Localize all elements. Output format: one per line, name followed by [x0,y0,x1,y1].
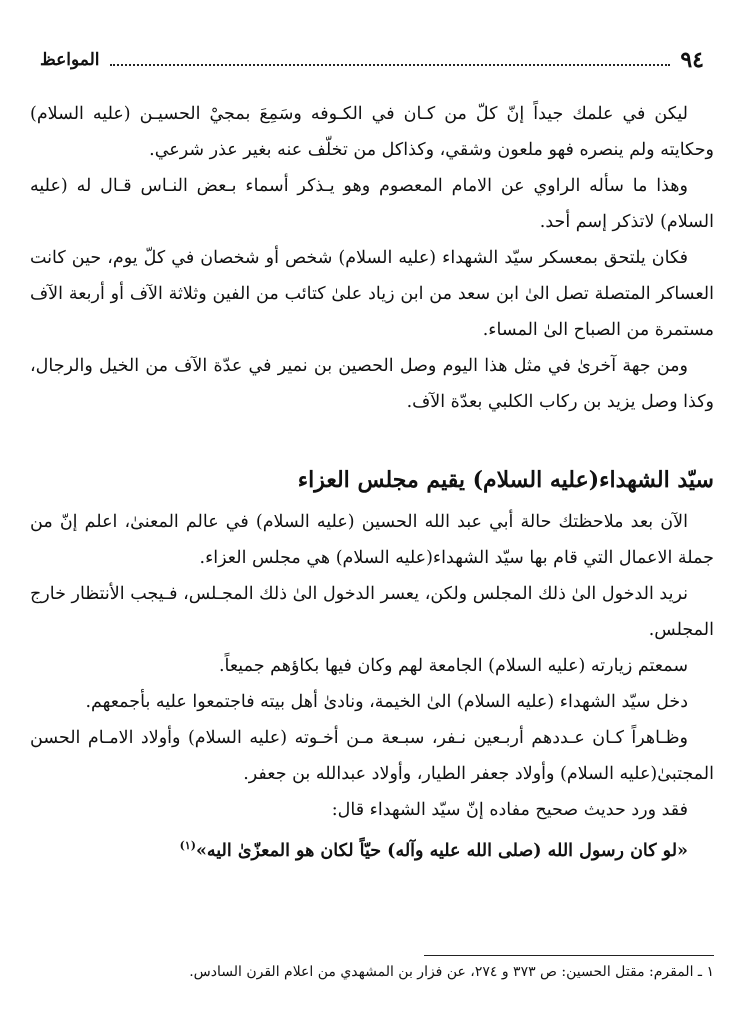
page-header [40,40,704,80]
section-heading: سيّد الشهداء(عليه السلام) يقيم مجلس العزاء [297,467,714,493]
paragraph: سمعتم زيارته (عليه السلام) الجامعة لهم وكان فيها بكاؤهم جميعاً. [218,656,688,676]
paragraph: الآن بعد ملاحظتك حالة أبي عبد الله الحسين (عليه السلام) في عالم المعنىٰ، اعلم إنّ من جملة الاعمال التي قام بها سيّد الشهداء(عليه السلام) هي مجلس العزاء. [30,512,714,568]
paragraph: فقد ورد حديث صحيح مفاده إنّ سيّد الشهداء قال: [331,800,688,820]
paragraph: وظـاهراً كـان عـددهم أربـعين نـفر، سبـعة مـن أخـوته (عليه السلام) وأولاد الامـام الحسن المجتبىٰ(عليه السلام) وأولاد جعفر الطيار، وأولاد عبدالله بن جعفر. [30,728,714,784]
footnote-block [30,955,714,982]
paragraph: نريد الدخول الىٰ ذلك المجلس ولكن، يعسر الدخول الىٰ ذلك المجـلس، فـيجب الأنتظار خارج المجلس. [30,584,714,640]
footnote-rule [424,955,714,956]
quote-text: «لو كان رسول الله (صلى الله عليه وآله) حيّاً لكان هو المعزّىٰ اليه» [195,840,688,861]
header-dot-leader [110,54,671,66]
running-title: المواعظ [40,50,100,70]
paragraph: فكان يلتحق بمعسكر سيّد الشهداء (عليه السلام) شخص أو شخصان في كلّ يوم، حين كانت العساكر المتصلة تصل الىٰ ابن سعد من ابن زياد علىٰ كتائب من الفين وثلاثة الآف أو أربعة الآف مستمرة من الصباح الىٰ المساء. [30,248,714,340]
section-spacer [30,420,714,460]
paragraph: ومن جهة آخرىٰ في مثل هذا اليوم وصل الحصين بن نمير في عدّة الآف من الخيل والرجال، وكذا وصل يزيد بن ركاب الكلبي بعدّة الآف. [30,356,714,412]
paragraph: دخل سيّد الشهداء (عليه السلام) الىٰ الخيمة، ونادىٰ أهل بيته فاجتمعوا عليه بأجمعهم. [85,692,688,712]
page-body [30,96,714,869]
page-number: ٩٤ [680,47,704,73]
paragraph: ليكن في علمك جيداً إنّ كلّ من كـان في الكـوفه وسَمِعَ بمجيْ الحسيـن (عليه السلام) وحكايته ولم ينصره فهو ملعون وشقي، وكذاكل من تخلّف عنه بغير عذر شرعي. [30,104,714,160]
hadith-quote [30,828,714,869]
footnote-text: ١ ـ المقرم: مقتل الحسين: ص ٣٧٣ و ٢٧٤، عن فزار بن المشهدي من اعلام القرن السادس. [189,964,714,980]
paragraph: وهذا ما سأله الراوي عن الامام المعصوم وهو يـذكر أسماء بـعض النـاس قـال له (عليه السلام) لاتذكر إسم أحد. [30,176,714,232]
footnote-reference: (١) [179,839,196,852]
